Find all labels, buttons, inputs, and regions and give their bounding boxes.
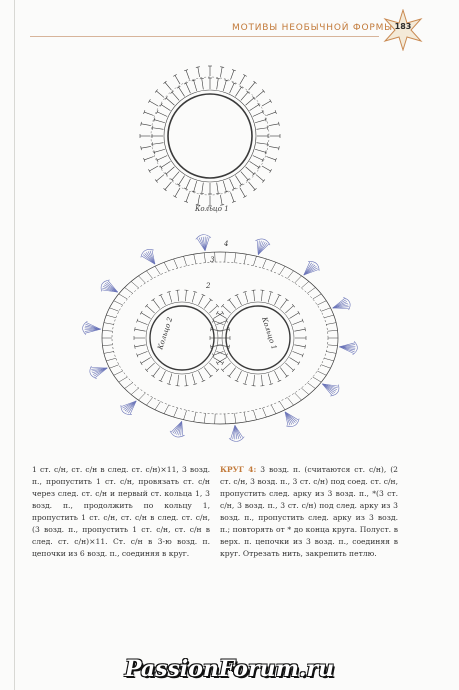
round-number-4: 4 [224,240,229,248]
two-ring-motif-diagram [83,235,358,442]
section-title: МОТИВЫ НЕОБЫЧНОЙ ФОРМЫ [232,23,393,33]
watermark-logo: PassionForum.ru [124,656,335,682]
ring1-inner-label: Кольцо 1 [260,316,279,351]
ring1-diagram [140,66,280,206]
ring2-label: Кольцо 2 [156,316,175,351]
round-4-label: КРУГ 4: [220,465,257,474]
instructions-right-column [220,464,398,560]
instructions-left-column [32,464,210,560]
page-number: 183 [394,22,412,31]
ring1-caption: Кольцо 1 [195,205,229,213]
round-number-3: 3 [210,256,215,264]
round-number-2: 2 [206,282,211,290]
instructions-left-text: 1 ст. с/н, ст. с/н в след. ст. с/н)×11, 3 возд. п., пропустить 1 ст. с/н, провязать ст. с/н через след. ст. с/н и первый ст. кольца 1, 3 возд. п., продолжить по кольцу 1, пропустить 1 ст. с/н, ст. с/н в след. ст. с/н, (3 возд. п., пропустить 1 ст. с/н, ст. с/н в след. ст. с/н)×11. Ст. с/н в 3-ю возд. п. цепочки из 6 возд. п., соединяя в круг. [32,465,210,558]
round-4-text: 3 возд. п. (считаются ст. с/н), (2 ст. с/н, 3 возд. п., 3 ст. с/н) под соед. ст. с/н, пропустить след. арку из 3 возд. п., *(3 ст. с/н, 3 возд. п., 3 ст. с/н) под след. арку из 3 возд. п., пропустить след. арку из 3 возд. п.; повторять от * до конца круга. Полуст. в верх. п. цепочки из 3 возд. п., соединяя в круг. Отрезать нить, закрепить петлю. [220,465,398,558]
